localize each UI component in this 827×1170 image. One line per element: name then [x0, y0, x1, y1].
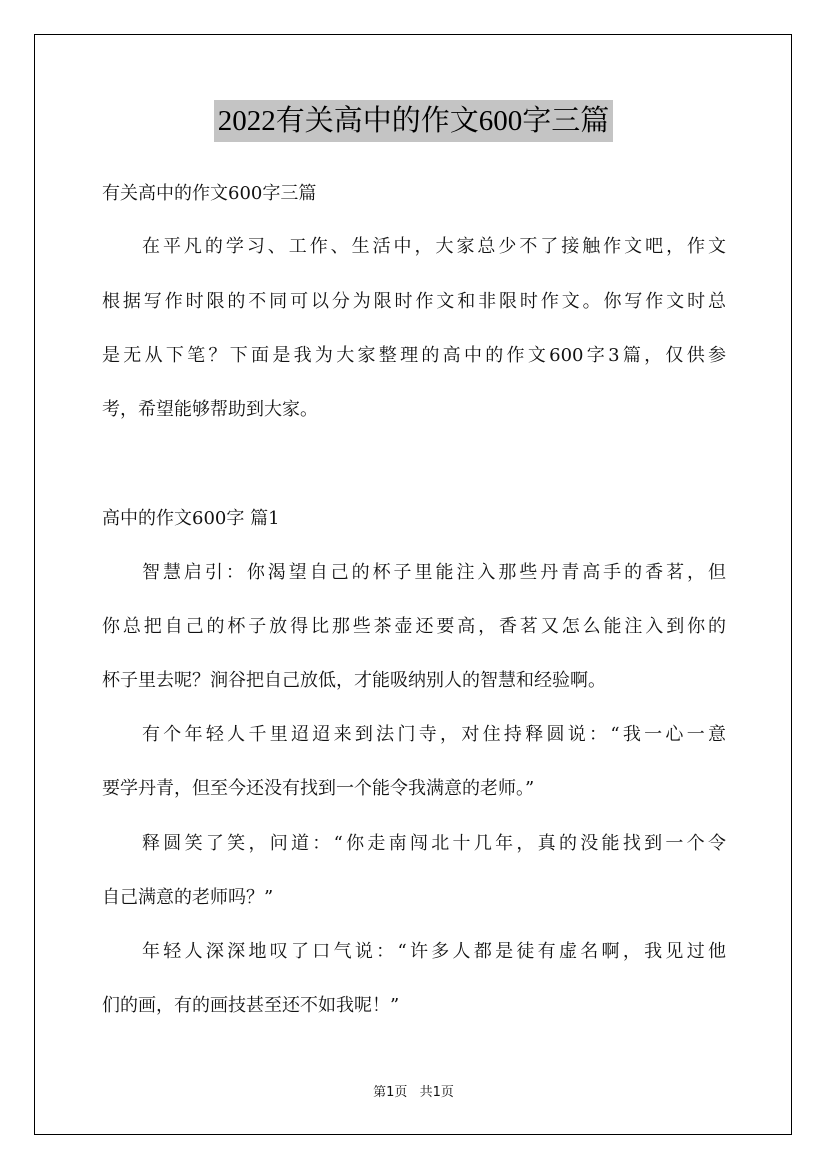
intro-line-4: 考，希望能够帮助到大家。	[102, 399, 318, 420]
page-number: 第1页	[373, 1085, 408, 1100]
para4-line-1: 年轻人深深地叹了口气说：“许多人都是徒有虚名啊，我见过他	[142, 941, 726, 962]
para2-line-1: 有个年轻人千里迢迢来到法门寺，对住持释圆说：“我一心一意	[142, 724, 726, 745]
section-heading: 高中的作文600字 篇1	[102, 508, 280, 529]
document-title: 2022有关高中的作文600字三篇	[214, 100, 614, 142]
para4-line-2: 们的画，有的画技甚至还不如我呢！”	[102, 995, 400, 1016]
para1-line-2: 你总把自己的杯子放得比那些茶壶还要高，香茗又怎么能注入到你的	[102, 616, 726, 637]
page-footer	[0, 1084, 827, 1102]
page-total: 共1页	[419, 1085, 454, 1100]
intro-line-3: 是无从下笔？下面是我为大家整理的高中的作文600字3篇，仅供参	[102, 345, 726, 366]
para1-line-3: 杯子里去呢？涧谷把自己放低，才能吸纳别人的智慧和经验啊。	[102, 670, 606, 691]
para3-line-2: 自己满意的老师吗？”	[102, 887, 274, 908]
title-container	[0, 100, 827, 142]
subtitle: 有关高中的作文600字三篇	[102, 183, 317, 204]
para3-line-1: 释圆笑了笑，问道：“你走南闯北十几年，真的没能找到一个令	[142, 833, 726, 854]
intro-line-2: 根据写作时限的不同可以分为限时作文和非限时作文。你写作文时总	[102, 291, 726, 312]
para1-line-1: 智慧启引：你渴望自己的杯子里能注入那些丹青高手的香茗，但	[142, 562, 726, 583]
intro-line-1: 在平凡的学习、工作、生活中，大家总少不了接触作文吧，作文	[142, 236, 726, 257]
para2-line-2: 要学丹青，但至今还没有找到一个能令我满意的老师。”	[102, 778, 535, 799]
